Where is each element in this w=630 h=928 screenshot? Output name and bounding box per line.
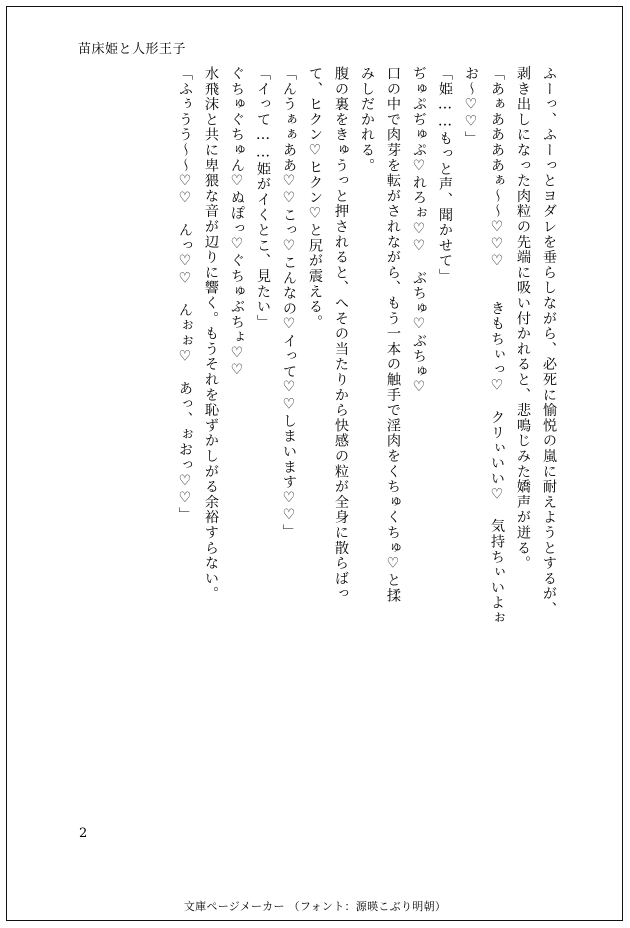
text-column: 「姫……もっと声、聞かせて」 (437, 66, 453, 284)
text-column: 剥き出しになった肉粒の先端に吸い付かれると、悲鳴じみた嬌声が迸る。 (515, 66, 531, 571)
text-column: 「んうぁぁああ♡♡こっ♡こんなの♡イって♡♡しまいます♡♡」 (281, 66, 297, 540)
text-column: て、ヒクン♡ヒクン♡と尻が震える。 (307, 66, 323, 330)
text-column: 水飛沫と共に卑猥な音が辺りに響く。もうそれを恥ずかしがる余裕すらない。 (203, 66, 219, 602)
text-column: 口の中で肉芽を転がされながら、もう一本の触手で淫肉をくちゅくちゅ♡と揉 (385, 66, 401, 604)
text-column: 「イって……姫がイくとこ、見たい」 (255, 66, 271, 330)
page-number: 2 (79, 826, 88, 841)
text-column: お〜♡♡」 (463, 66, 479, 147)
text-column: 「あぁああああぁ〜〜♡♡♡ きもちぃっ♡ クリぃいい♡ 気持ちぃいよぉ (489, 66, 505, 626)
text-column: ぢゅぷぢゅぷ♡れろぉ♡♡ ぶちゅ♡ぶちゅ♡ (411, 66, 427, 397)
vertical-text-body (62, 66, 562, 796)
page-title: 苗床姫と人形王子 (78, 42, 187, 57)
text-column: ぐちゅぐちゅん♡ぬぽっ♡ぐちゅぶちょ♡♡ (229, 66, 245, 380)
text-column: ふーっ、ふーっとヨダレを垂らしながら、必死に愉悦の嵐に耐えようとするが、 (541, 66, 557, 617)
footer-credit: 文庫ページメーカー （フォント：源暎こぶり明朝） (183, 900, 447, 913)
text-column: 腹の裏をきゅうっと押されると、へその当たりから快感の粒が全身に散らばっ (333, 66, 349, 602)
text-column: みしだかれる。 (359, 66, 375, 174)
text-column: 「ふぅうう〜〜♡♡ んっ♡♡ んぉぉ♡ あっ、ぉおっ♡♡」 (177, 66, 193, 523)
